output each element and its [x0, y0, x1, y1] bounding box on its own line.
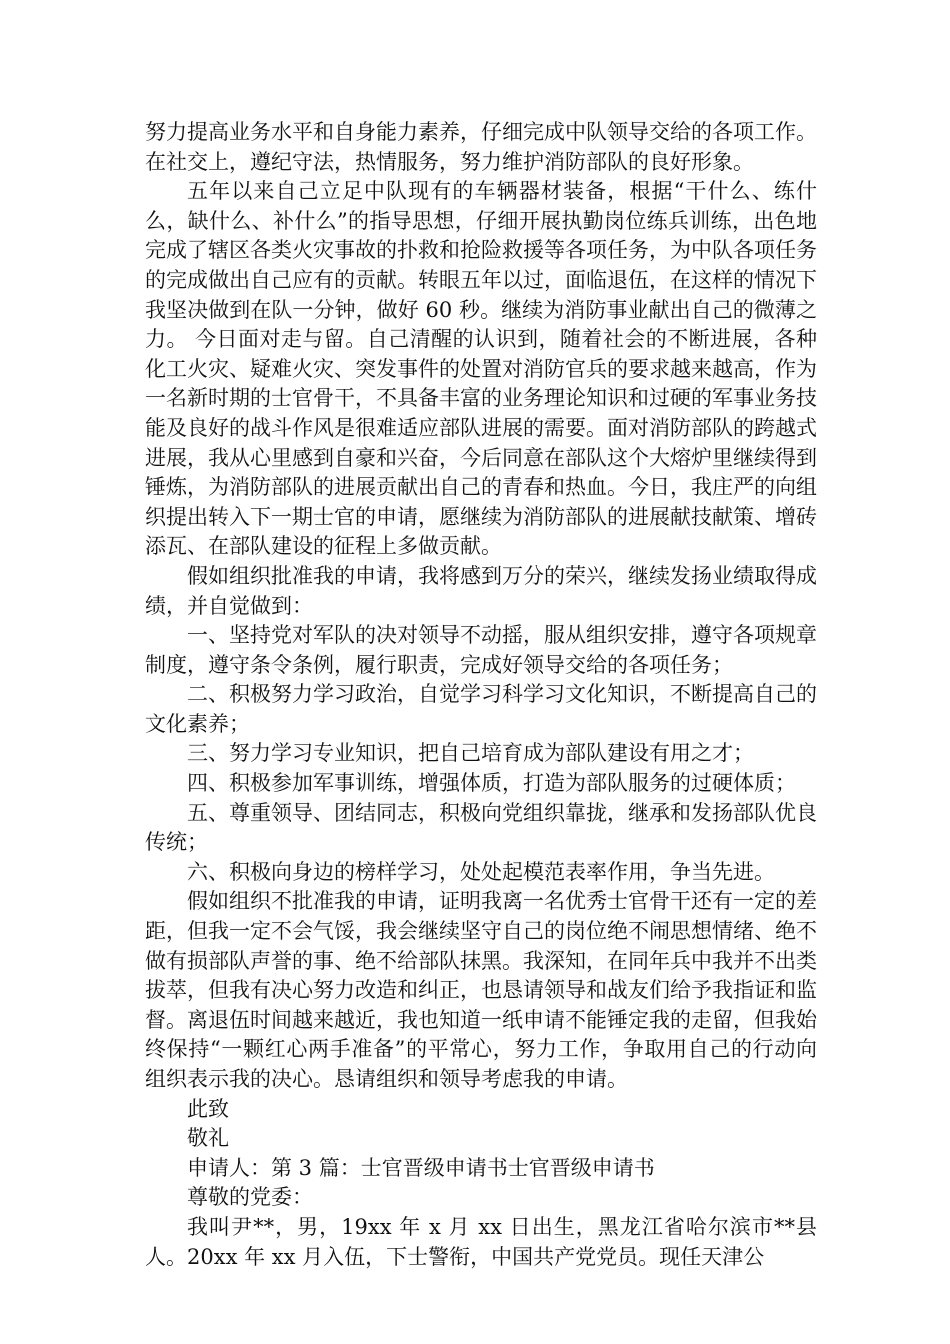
- paragraph: 努力提高业务水平和自身能力素养，仔细完成中队领导交给的各项工作。在社交上，遵纪守法，热情服务，努力维护消防部队的良好形象。: [145, 120, 817, 174]
- list-item: 三、努力学习专业知识，把自己培育成为部队建设有用之才；: [187, 741, 754, 766]
- applicant-line: 申请人：第 3 篇：士官晋级申请书士官晋级申请书: [187, 1155, 655, 1180]
- paragraph: 五年以来自己立足中队现有的车辆器材装备，根据“干什么、练什么，缺什么、补什么”的指导思想，仔细开展执勤岗位练兵训练，出色地完成了辖区各类火灾事故的扑救和抢险救援等各项任务，为中队各项任务的完成做出自己应有的贡献。转眼五年以过，面临退伍，在这样的情况下我坚决做到在队一分钟，做好 60 秒。继续为消防事业献出自己的微薄之力。 今日面对走与留。自己清醒的认识到，随着社会的不断进展，各种化工火灾、疑难火灾、突发事件的处置对消防官兵的要求越来越高，作为一名新时期的士官骨干，不具备丰富的业务理论知识和过硬的军事业务技能及良好的战斗作风是很难适应部队进展的需要。面对消防部队的跨越式进展，我从心里感到自豪和兴奋，今后同意在部队这个大熔炉里继续得到锤炼，为消防部队的进展贡献出自己的青春和热血。今日，我庄严的向组织提出转入下一期士官的申请，愿继续为消防部队的进展献技献策、增砖添瓦、在部队建设的征程上多做贡献。: [145, 179, 817, 559]
- document-body: [145, 118, 817, 1272]
- list-item: 五、尊重领导、团结同志，积极向党组织靠拢，继承和发扬部队优良传统；: [145, 800, 817, 855]
- closing-line: 此致: [187, 1096, 229, 1121]
- salutation: 尊敬的党委：: [187, 1185, 313, 1210]
- list-item: 四、积极参加军事训练，增强体质，打造为部队服务的过硬体质；: [187, 771, 796, 796]
- paragraph: 假如组织批准我的申请，我将感到万分的荣兴，继续发扬业绩取得成绩，并自觉做到：: [145, 563, 817, 618]
- list-item: 六、积极向身边的榜样学习，处处起模范表率作用，争当先进。: [187, 859, 775, 884]
- paragraph: 我叫尹**，男，19xx 年 x 月 xx 日出生，黑龙江省哈尔滨市**县人。20xx 年 xx 月入伍，下士警衔，中国共产党党员。现任天津公: [145, 1214, 817, 1269]
- list-item: 二、积极努力学习政治，自觉学习科学习文化知识，不断提高自己的文化素养；: [145, 682, 817, 736]
- paragraph: 假如组织不批准我的申请，证明我离一名优秀士官骨干还有一定的差距，但我一定不会气馁，我会继续坚守自己的岗位绝不闹思想情绪、绝不做有损部队声誉的事、绝不给部队抹黑。我深知，在同年兵中我并不出类拔萃，但我有决心努力改造和纠正，也恳请领导和战友们给予我指证和监督。离退伍时间越来越近，我也知道一纸申请不能锤定我的走留，但我始终保持“一颗红心两手准备”的平常心，努力工作，争取用自己的行动向组织表示我的决心。恳请组织和领导考虑我的申请。: [145, 889, 817, 1091]
- closing-salute: 敬礼: [187, 1126, 229, 1151]
- list-item: 一、坚持党对军队的决对领导不动摇，服从组织安排，遵守各项规章制度，遵守条令条例，履行职责，完成好领导交给的各项任务；: [145, 623, 817, 677]
